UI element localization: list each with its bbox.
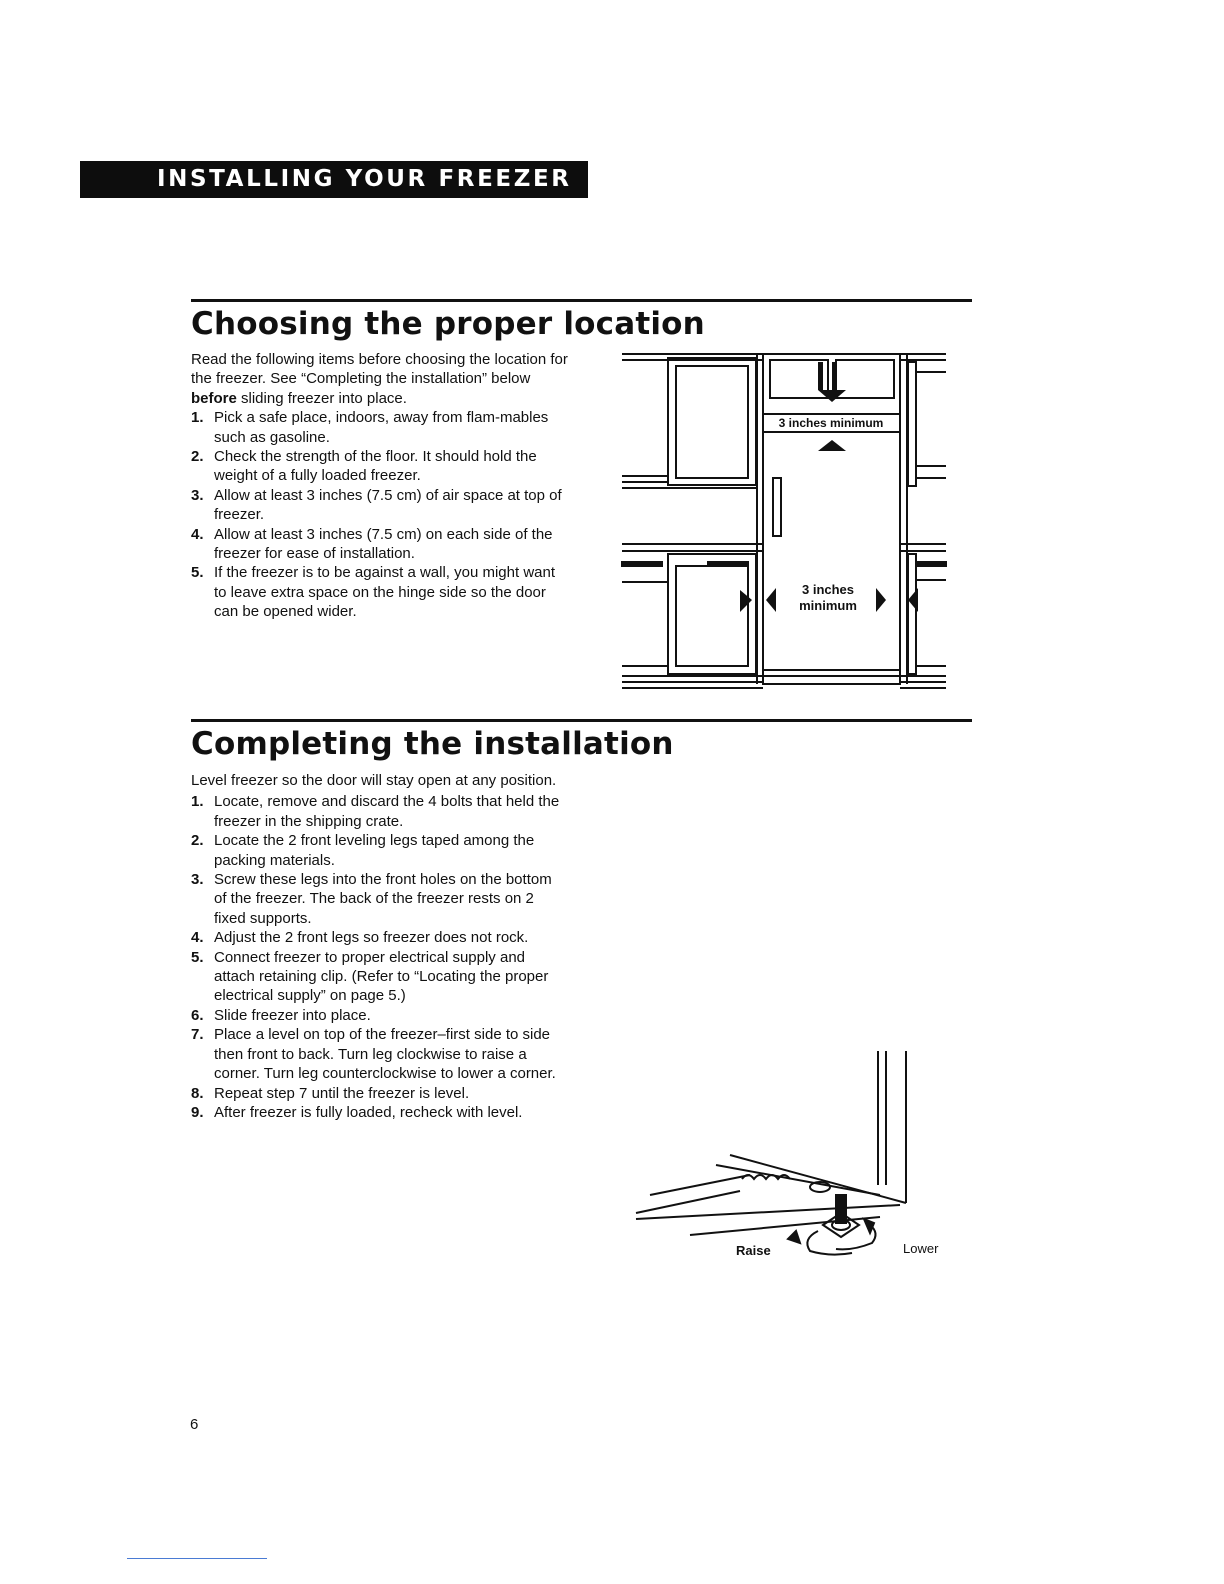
freezer-clearance-diagram	[618, 348, 950, 692]
footer-line	[127, 1558, 267, 1559]
installation-steps	[191, 792, 561, 1122]
list-item: 3. Allow at least 3 inches (7.5 cm) of air space at top of freezer.	[191, 486, 562, 524]
left-upper-cabinet	[668, 358, 756, 485]
lower-label: Lower	[903, 1241, 939, 1256]
section-rule-location	[191, 299, 972, 302]
list-item: 5. Connect freezer to proper electrical supply and attach retaining clip. (Refer to “Locating the proper electrical supply” on page 5.)	[191, 948, 549, 1005]
left-lower-door	[676, 566, 748, 666]
installation-title: Completing the installation	[191, 726, 674, 762]
installation-intro: Level freezer so the door will stay open at any position.	[191, 772, 557, 789]
list-item: 5. If the freezer is to be against a wall, you might want to leave extra space on the hinge side so the door can be opened wider.	[191, 564, 556, 621]
installation-text	[191, 771, 561, 1122]
location-intro-post: sliding freezer into place.	[236, 389, 407, 407]
location-intro	[191, 350, 571, 408]
left-lower-cabinet	[668, 554, 756, 674]
top-clearance-label: 3 inches minimum	[778, 416, 884, 430]
list-item: 7. Place a level on top of the freezer–first side to side then front to back. Turn leg clockwise to raise a corner. Turn leg counterclockwise to lower a corner.	[191, 1026, 556, 1083]
list-item: 4. Allow at least 3 inches (7.5 cm) on each side of the freezer for ease of installation.	[191, 525, 553, 563]
freezer-body	[763, 432, 900, 684]
location-text	[191, 350, 571, 622]
arrow-right-icon	[876, 588, 886, 612]
side-clearance-label-1: 3 inches	[801, 582, 855, 597]
left-upper-door	[676, 366, 748, 478]
arrow-left-icon	[908, 588, 918, 612]
list-item: 4. Adjust the 2 front legs so freezer does not rock.	[191, 929, 529, 947]
location-intro-pre: Read the following items before choosing the location for the freezer. See “Completing the installation” below	[191, 351, 568, 388]
arrow-up-icon	[818, 440, 846, 451]
overhead-cabinet	[763, 354, 900, 414]
section-banner: INSTALLING YOUR FREEZER	[80, 161, 588, 198]
side-clearance-label-2: minimum	[799, 598, 857, 613]
list-item: 1. Pick a safe place, indoors, away from flam-mables such as gasoline.	[191, 409, 549, 446]
arrow-left-icon	[766, 588, 776, 612]
list-item: 8. Repeat step 7 until the freezer is level.	[191, 1084, 470, 1102]
location-steps	[191, 408, 571, 621]
list-item: 6. Slide freezer into place.	[191, 1006, 371, 1024]
location-intro-bold: before	[191, 389, 237, 407]
location-title: Choosing the proper location	[191, 306, 705, 342]
list-item: 9. After freezer is fully loaded, recheck with level.	[191, 1103, 523, 1121]
freezer-handle	[773, 478, 781, 536]
raise-label: Raise	[736, 1243, 771, 1258]
page-number: 6	[190, 1416, 199, 1433]
section-rule-installation	[191, 719, 972, 722]
leveling-leg-diagram	[630, 1045, 952, 1265]
arrow-right-icon	[740, 590, 752, 612]
arrow-down-icon	[818, 390, 846, 402]
list-item: 3. Screw these legs into the front holes on the bottom of the freezer. The back of the freezer rests on 2 fixed supports.	[191, 871, 552, 927]
list-item: 1. Locate, remove and discard the 4 bolts that held the freezer in the shipping crate.	[191, 793, 560, 830]
leveling-leg	[836, 1195, 846, 1223]
list-item: 2. Locate the 2 front leveling legs taped among the packing materials.	[191, 832, 535, 869]
list-item: 2. Check the strength of the floor. It should hold the weight of a fully loaded freezer.	[191, 448, 537, 485]
